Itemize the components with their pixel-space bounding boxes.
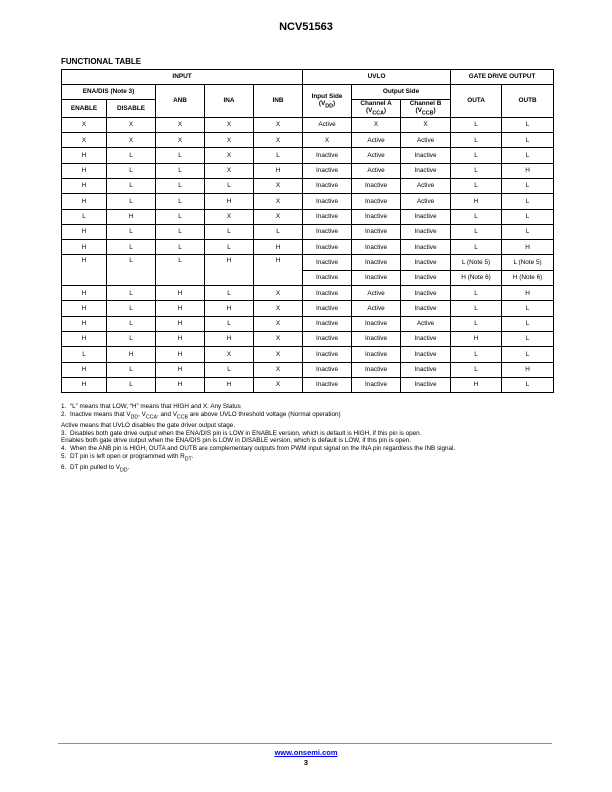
cell-outb: L xyxy=(502,209,554,224)
cell-channel-b: Inactive xyxy=(401,331,451,346)
note-2-continuation: Active means that UVLO disables the gate driver output stage. xyxy=(61,421,235,429)
col-enable-header: ENABLE xyxy=(62,100,107,118)
cell-inb: H xyxy=(254,255,303,286)
cell-disable: L xyxy=(107,163,156,178)
document-title: NCV51563 xyxy=(279,21,333,33)
cell-input-side: Inactive xyxy=(303,224,352,239)
cell-anb: L xyxy=(156,178,205,193)
cell-anb: L xyxy=(156,194,205,209)
col-input-side-header xyxy=(303,85,352,118)
cell-inb: X xyxy=(254,301,303,316)
cell-disable: L xyxy=(107,178,156,193)
functional-table xyxy=(61,69,554,393)
cell-anb: H xyxy=(156,301,205,316)
cell-ina: X xyxy=(205,209,254,224)
col-disable-header: DISABLE xyxy=(107,100,156,118)
cell-enable: H xyxy=(62,178,107,193)
table-row xyxy=(62,377,554,392)
cell-inb: X xyxy=(254,377,303,392)
note-2: 2. Inactive means that $V_{DD}$, $V_{CCA}$, and $V_{CCB}$ are above UVLO threshold voltage (Normal operation) xyxy=(61,410,341,421)
output-side-header: Output Side xyxy=(352,85,451,100)
cell-channel-a: Inactive xyxy=(352,224,401,239)
cell-ina: H xyxy=(205,377,254,392)
group-input-header: INPUT xyxy=(62,70,303,85)
cell-enable: L xyxy=(62,347,107,362)
cell-channel-a: Inactive xyxy=(352,240,401,255)
cell-anb: L xyxy=(156,209,205,224)
cell-channel-a: Active xyxy=(352,133,401,148)
cell-outb: H xyxy=(502,286,554,301)
cell-ina: X xyxy=(205,117,254,132)
table-row xyxy=(62,209,554,224)
input-side-label: Input Side xyxy=(311,92,343,100)
cell-inb: X xyxy=(254,117,303,132)
table-row xyxy=(62,331,554,346)
cell-channel-a: Inactive xyxy=(352,331,401,346)
table-row xyxy=(62,117,554,132)
vcca-label: $(V_{CCA})$ xyxy=(365,107,387,117)
cell-disable: L xyxy=(107,331,156,346)
cell-disable: H xyxy=(107,209,156,224)
cell-anb: H xyxy=(156,377,205,392)
cell-enable: H xyxy=(62,316,107,331)
cell-outb: L xyxy=(502,224,554,239)
cell-outa: L xyxy=(451,209,502,224)
cell-ina: L xyxy=(205,240,254,255)
col-inb-header: INB xyxy=(254,85,303,118)
cell-input-side: Inactive xyxy=(303,347,352,362)
col-channel-a-header xyxy=(352,100,401,118)
cell-inb: X xyxy=(254,209,303,224)
cell-outb: H xyxy=(502,362,554,377)
cell-channel-a: Active xyxy=(352,286,401,301)
cell-disable: L xyxy=(107,255,156,286)
cell-channel-a: Inactive xyxy=(352,178,401,193)
cell-enable: X xyxy=(62,117,107,132)
cell-outb: L xyxy=(502,347,554,362)
cell-disable: L xyxy=(107,194,156,209)
cell-input-side: Inactive xyxy=(303,209,352,224)
cell-outa: L xyxy=(451,240,502,255)
cell-input-side: Active xyxy=(303,117,352,132)
cell-enable: H xyxy=(62,301,107,316)
note-3: 3. Disables both gate drive output when the ENA/DIS pin is LOW in ENABLE version, which is default is HIGH, if this pin is open. xyxy=(61,429,422,437)
cell-input-side: X xyxy=(303,133,352,148)
table-row xyxy=(62,255,554,270)
cell-outb: L xyxy=(502,117,554,132)
cell-disable: X xyxy=(107,133,156,148)
cell-outa: L xyxy=(451,347,502,362)
cell-channel-a: Inactive xyxy=(352,316,401,331)
cell-ina: H xyxy=(205,331,254,346)
cell-channel-b: Inactive xyxy=(401,301,451,316)
cell-outa: H xyxy=(451,377,502,392)
cell-anb: H xyxy=(156,316,205,331)
cell-channel-b: Inactive xyxy=(401,270,451,285)
cell-outa: L xyxy=(451,163,502,178)
table-row xyxy=(62,178,554,193)
cell-enable: H xyxy=(62,240,107,255)
cell-anb: H xyxy=(156,331,205,346)
cell-disable: H xyxy=(107,347,156,362)
cell-input-side: Inactive xyxy=(303,255,352,270)
cell-ina: L xyxy=(205,224,254,239)
cell-enable: X xyxy=(62,133,107,148)
group-gate-drive-output-header: GATE DRIVE OUTPUT xyxy=(451,70,554,85)
cell-outa: L xyxy=(451,148,502,163)
cell-input-side: Inactive xyxy=(303,331,352,346)
table-row xyxy=(62,194,554,209)
vccb-label: $(V_{CCB})$ xyxy=(415,107,436,117)
cell-enable: H xyxy=(62,331,107,346)
cell-ina: L xyxy=(205,316,254,331)
note-3-continuation: Enables both gate drive output when the ENA/DIS pin is LOW in DISABLE version, which is default is LOW, if this pin is open. xyxy=(61,437,412,445)
channel-a-label: Channel A xyxy=(360,100,392,107)
cell-input-side: Inactive xyxy=(303,270,352,285)
cell-channel-b: Inactive xyxy=(401,347,451,362)
vdd-label: $(V_{DD})$ xyxy=(318,99,336,110)
table-row xyxy=(62,133,554,148)
cell-disable: L xyxy=(107,148,156,163)
cell-anb: H xyxy=(156,286,205,301)
note-1: 1. “L” means that LOW, “H” means that HIGH and X: Any Status xyxy=(61,403,241,410)
cell-outb: L xyxy=(502,301,554,316)
cell-channel-a: Inactive xyxy=(352,194,401,209)
cell-channel-a: Inactive xyxy=(352,377,401,392)
cell-disable: L xyxy=(107,377,156,392)
cell-channel-b: Active xyxy=(401,133,451,148)
cell-channel-b: X xyxy=(401,117,451,132)
cell-outb: H (Note 6) xyxy=(502,270,554,285)
cell-inb: X xyxy=(254,194,303,209)
cell-anb: X xyxy=(156,117,205,132)
cell-outa: L xyxy=(451,286,502,301)
cell-anb: H xyxy=(156,347,205,362)
cell-inb: X xyxy=(254,362,303,377)
table-row xyxy=(62,224,554,239)
cell-disable: L xyxy=(107,224,156,239)
cell-outb: L xyxy=(502,148,554,163)
ena-dis-header: ENA/DIS (Note 3) xyxy=(62,85,156,100)
cell-outa: L (Note 5) xyxy=(451,255,502,270)
cell-ina: L xyxy=(205,362,254,377)
cell-inb: H xyxy=(254,163,303,178)
cell-outa: L xyxy=(451,301,502,316)
cell-anb: L xyxy=(156,163,205,178)
cell-channel-b: Inactive xyxy=(401,286,451,301)
cell-outb: L xyxy=(502,377,554,392)
note-4: 4. When the ANB pin is HIGH, OUTA and OUTB are complementary outputs from PWM input signal on the INA pin regardless the INB signal. xyxy=(61,445,456,453)
cell-channel-b: Inactive xyxy=(401,362,451,377)
cell-anb: H xyxy=(156,362,205,377)
cell-outb: L (Note 5) xyxy=(502,255,554,270)
cell-channel-b: Active xyxy=(401,316,451,331)
cell-inb: X xyxy=(254,331,303,346)
cell-channel-b: Inactive xyxy=(401,224,451,239)
cell-outa: H (Note 6) xyxy=(451,270,502,285)
cell-channel-a: Active xyxy=(352,163,401,178)
cell-inb: H xyxy=(254,240,303,255)
cell-ina: H xyxy=(205,255,254,286)
col-outb-header: OUTB xyxy=(502,85,554,118)
cell-input-side: Inactive xyxy=(303,362,352,377)
cell-channel-a: Active xyxy=(352,148,401,163)
table-row xyxy=(62,148,554,163)
cell-channel-a: Inactive xyxy=(352,270,401,285)
cell-ina: X xyxy=(205,347,254,362)
cell-channel-a: Active xyxy=(352,301,401,316)
cell-input-side: Inactive xyxy=(303,240,352,255)
col-channel-b-header xyxy=(401,100,451,118)
cell-outa: L xyxy=(451,178,502,193)
table-row xyxy=(62,240,554,255)
cell-ina: L xyxy=(205,286,254,301)
cell-enable: H xyxy=(62,286,107,301)
cell-input-side: Inactive xyxy=(303,194,352,209)
cell-enable: H xyxy=(62,362,107,377)
cell-input-side: Inactive xyxy=(303,163,352,178)
cell-inb: X xyxy=(254,178,303,193)
cell-outb: L xyxy=(502,194,554,209)
table-row xyxy=(62,301,554,316)
cell-inb: X xyxy=(254,286,303,301)
cell-enable: H xyxy=(62,377,107,392)
col-outa-header: OUTA xyxy=(451,85,502,118)
cell-enable: L xyxy=(62,209,107,224)
cell-enable: H xyxy=(62,194,107,209)
table-row xyxy=(62,316,554,331)
page-number: 3 xyxy=(303,758,309,767)
table-row xyxy=(62,362,554,377)
cell-inb: X xyxy=(254,133,303,148)
cell-inb: L xyxy=(254,148,303,163)
table-notes xyxy=(61,403,581,475)
cell-outb: L xyxy=(502,331,554,346)
table-row xyxy=(62,286,554,301)
cell-outa: L xyxy=(451,224,502,239)
cell-anb: L xyxy=(156,240,205,255)
table-row xyxy=(62,163,554,178)
cell-input-side: Inactive xyxy=(303,178,352,193)
footer-divider xyxy=(58,743,552,744)
col-ina-header: INA xyxy=(205,85,254,118)
cell-disable: L xyxy=(107,316,156,331)
cell-outb: L xyxy=(502,316,554,331)
cell-anb: X xyxy=(156,133,205,148)
cell-disable: L xyxy=(107,301,156,316)
functional-table-body xyxy=(62,117,554,392)
cell-channel-b: Inactive xyxy=(401,377,451,392)
cell-ina: X xyxy=(205,133,254,148)
channel-b-label: Channel B xyxy=(409,100,442,107)
cell-channel-a: Inactive xyxy=(352,255,401,270)
cell-outb: H xyxy=(502,240,554,255)
cell-channel-a: Inactive xyxy=(352,209,401,224)
cell-channel-b: Inactive xyxy=(401,148,451,163)
cell-input-side: Inactive xyxy=(303,286,352,301)
cell-channel-a: X xyxy=(352,117,401,132)
col-anb-header: ANB xyxy=(156,85,205,118)
cell-disable: X xyxy=(107,117,156,132)
cell-enable: H xyxy=(62,255,107,286)
note-6: 6. DT pin pulled to $V_{DD}$. xyxy=(61,464,130,474)
section-title: FUNCTIONAL TABLE xyxy=(61,57,142,66)
cell-input-side: Inactive xyxy=(303,316,352,331)
cell-ina: H xyxy=(205,301,254,316)
cell-inb: X xyxy=(254,347,303,362)
cell-outa: L xyxy=(451,117,502,132)
cell-anb: L xyxy=(156,224,205,239)
cell-outb: L xyxy=(502,133,554,148)
note-5: 5. DT pin is left open or programmed with $R_{DT}$. xyxy=(61,453,194,463)
cell-channel-b: Inactive xyxy=(401,163,451,178)
cell-channel-b: Inactive xyxy=(401,255,451,270)
cell-anb: L xyxy=(156,148,205,163)
cell-outb: H xyxy=(502,163,554,178)
cell-ina: X xyxy=(205,148,254,163)
cell-channel-b: Inactive xyxy=(401,240,451,255)
cell-outa: H xyxy=(451,194,502,209)
cell-ina: X xyxy=(205,163,254,178)
cell-channel-b: Active xyxy=(401,178,451,193)
cell-input-side: Inactive xyxy=(303,377,352,392)
cell-outa: H xyxy=(451,331,502,346)
cell-ina: L xyxy=(205,178,254,193)
cell-enable: H xyxy=(62,163,107,178)
cell-disable: L xyxy=(107,362,156,377)
group-uvlo-header: UVLO xyxy=(303,70,451,85)
table-row xyxy=(62,347,554,362)
cell-outa: L xyxy=(451,133,502,148)
cell-input-side: Inactive xyxy=(303,148,352,163)
cell-enable: H xyxy=(62,148,107,163)
cell-channel-a: Inactive xyxy=(352,347,401,362)
cell-ina: H xyxy=(205,194,254,209)
cell-channel-b: Active xyxy=(401,194,451,209)
cell-channel-a: Inactive xyxy=(352,362,401,377)
cell-outa: L xyxy=(451,316,502,331)
cell-outb: L xyxy=(502,178,554,193)
cell-disable: L xyxy=(107,240,156,255)
cell-input-side: Inactive xyxy=(303,301,352,316)
website-link[interactable]: www.onsemi.com xyxy=(274,748,338,757)
cell-disable: L xyxy=(107,286,156,301)
cell-inb: X xyxy=(254,316,303,331)
cell-channel-b: Inactive xyxy=(401,209,451,224)
cell-outa: L xyxy=(451,362,502,377)
cell-inb: L xyxy=(254,224,303,239)
cell-anb: L xyxy=(156,255,205,286)
cell-enable: H xyxy=(62,224,107,239)
